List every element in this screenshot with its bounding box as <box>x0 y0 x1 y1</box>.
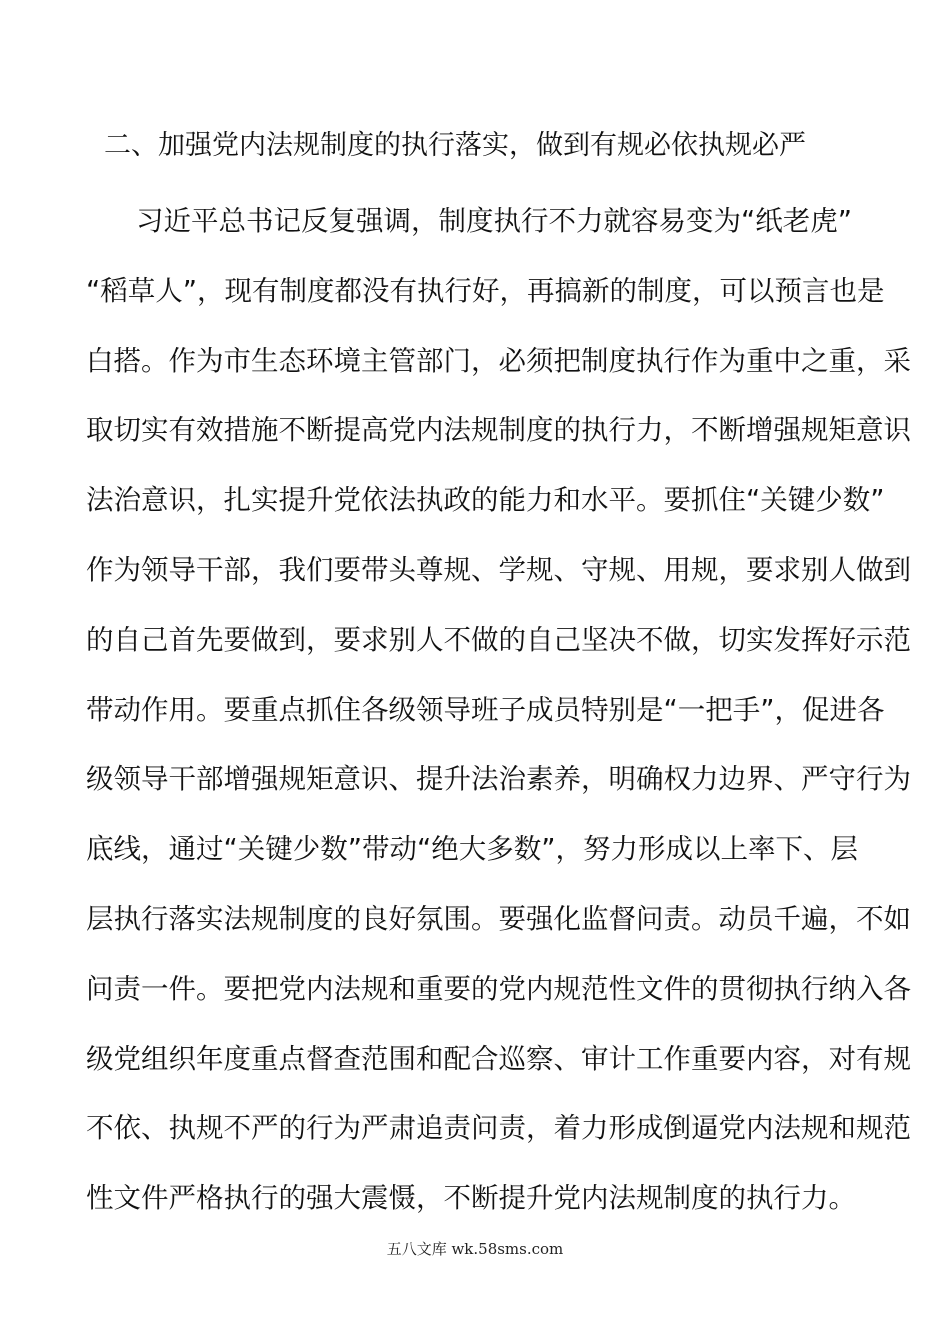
paragraph-line: 带动作用。要重点抓住各级领导班子成员特别是“一把手”，促进各 <box>86 693 885 726</box>
paragraph-line: 层执行落实法规制度的良好氛围。要强化监督问责。动员千遍，不如 <box>86 902 911 935</box>
section-heading: 二、加强党内法规制度的执行落实，做到有规必依执规必严 <box>104 130 806 161</box>
paragraph-line: 法治意识，扎实提升党依法执政的能力和水平。要抓住“关键少数” <box>86 484 885 517</box>
footer-watermark: 五八文库 wk.58sms.com <box>386 1240 564 1258</box>
paragraph-line: 白搭。作为市生态环境主管部门，必须把制度执行作为重中之重，采 <box>86 344 911 377</box>
paragraph-line: 问责一件。要把党内法规和重要的党内规范性文件的贯彻执行纳入各 <box>86 972 911 1005</box>
paragraph-line: 作为领导干部，我们要带头尊规、学规、守规、用规，要求别人做到 <box>86 553 911 586</box>
paragraph-line: 级党组织年度重点督查范围和配合巡察、审计工作重要内容，对有规 <box>86 1042 911 1075</box>
body-paragraph <box>86 196 911 1243</box>
paragraph-line: 不依、执规不严的行为严肃追责问责，着力形成倒逼党内法规和规范 <box>86 1112 911 1145</box>
paragraph-line: 底线，通过“关键少数”带动“绝大多数”，努力形成以上率下、层 <box>86 833 858 866</box>
paragraph-line: 级领导干部增强规矩意识、提升法治素养，明确权力边界、严守行为 <box>86 763 911 796</box>
paragraph-line: 习近平总书记反复强调，制度执行不力就容易变为“纸老虎” <box>136 205 852 237</box>
paragraph-line: 取切实有效措施不断提高党内法规制度的执行力，不断增强规矩意识 <box>86 414 911 447</box>
paragraph-line: 性文件严格执行的强大震慑，不断提升党内法规制度的执行力。 <box>86 1182 856 1215</box>
paragraph-line: “稻草人”，现有制度都没有执行好，再搞新的制度，可以预言也是 <box>86 274 885 307</box>
paragraph-line: 的自己首先要做到，要求别人不做的自己坚决不做，切实发挥好示范 <box>86 623 911 656</box>
